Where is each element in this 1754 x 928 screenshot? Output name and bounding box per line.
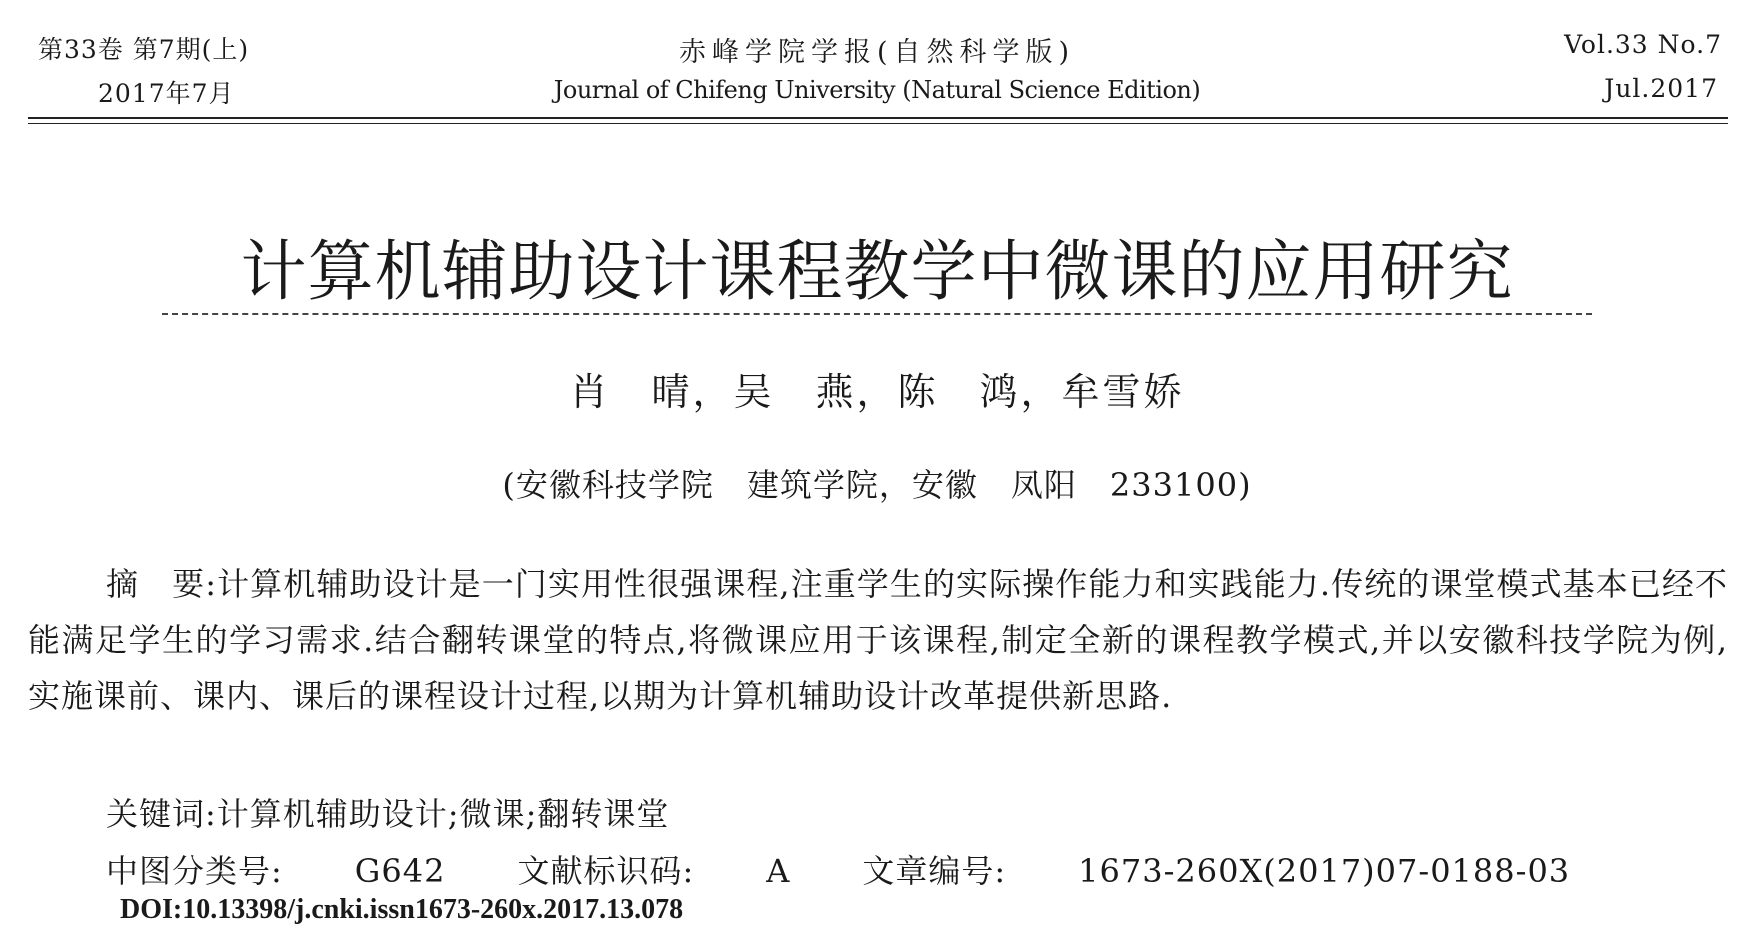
journal-name-cn: 赤峰学院学报(自然科学版) <box>678 37 1076 68</box>
doc-code-value: A <box>766 852 791 890</box>
keywords-line <box>106 789 669 835</box>
title-underline <box>162 313 1592 315</box>
journal-date-en: Jul.2017 <box>1604 74 1718 103</box>
abstract-label: 摘 要: <box>106 565 218 603</box>
keywords-value: 计算机辅助设计;微课;翻转课堂 <box>216 795 670 833</box>
header-rule-thick <box>28 117 1728 119</box>
journal-name-en: Journal of Chifeng University (Natural Science Edition) <box>553 76 1201 104</box>
header-rule-thin <box>28 123 1728 124</box>
article-no-value: 1673-260X(2017)07-0188-03 <box>1078 852 1571 890</box>
classification-line <box>106 846 1642 892</box>
article-no-group <box>862 852 1570 890</box>
article-no-label: 文章编号: <box>862 852 1007 890</box>
journal-volume-issue: 第33卷 第7期(上) <box>38 35 250 64</box>
paper-title: 计算机辅助设计课程教学中微课的应用研究 <box>240 233 1514 310</box>
clc-group <box>106 852 445 890</box>
doc-code-group <box>517 852 790 890</box>
abstract-text: 计算机辅助设计是一门实用性很强课程,注重学生的实际操作能力和实践能力.传统的课堂模式基本已经不能满足学生的学习需求.结合翻转课堂的特点,将微课应用于该课程,制定全新的课程教学模式,并以安徽科技学院为例,实施课前、课内、课后的课程设计过程,以期为计算机辅助设计改革提供新思路. <box>28 565 1728 715</box>
doi-line: DOI:10.13398/j.cnki.issn1673-260x.2017.13.078 <box>120 894 684 925</box>
paper-affiliation: (安徽科技学院 建筑学院，安徽 凤阳 233100) <box>502 466 1252 504</box>
clc-value: G642 <box>354 852 446 890</box>
paper-authors: 肖 晴，吴 燕，陈 鸿，牟雪娇 <box>569 370 1185 414</box>
journal-date-cn: 2017年7月 <box>98 79 235 108</box>
abstract-block <box>28 556 1728 724</box>
journal-volume-en: Vol.33 No.7 <box>1564 30 1722 59</box>
keywords-label: 关键词: <box>106 795 217 833</box>
clc-label: 中图分类号: <box>106 852 283 890</box>
doc-code-label: 文献标识码: <box>517 852 695 890</box>
